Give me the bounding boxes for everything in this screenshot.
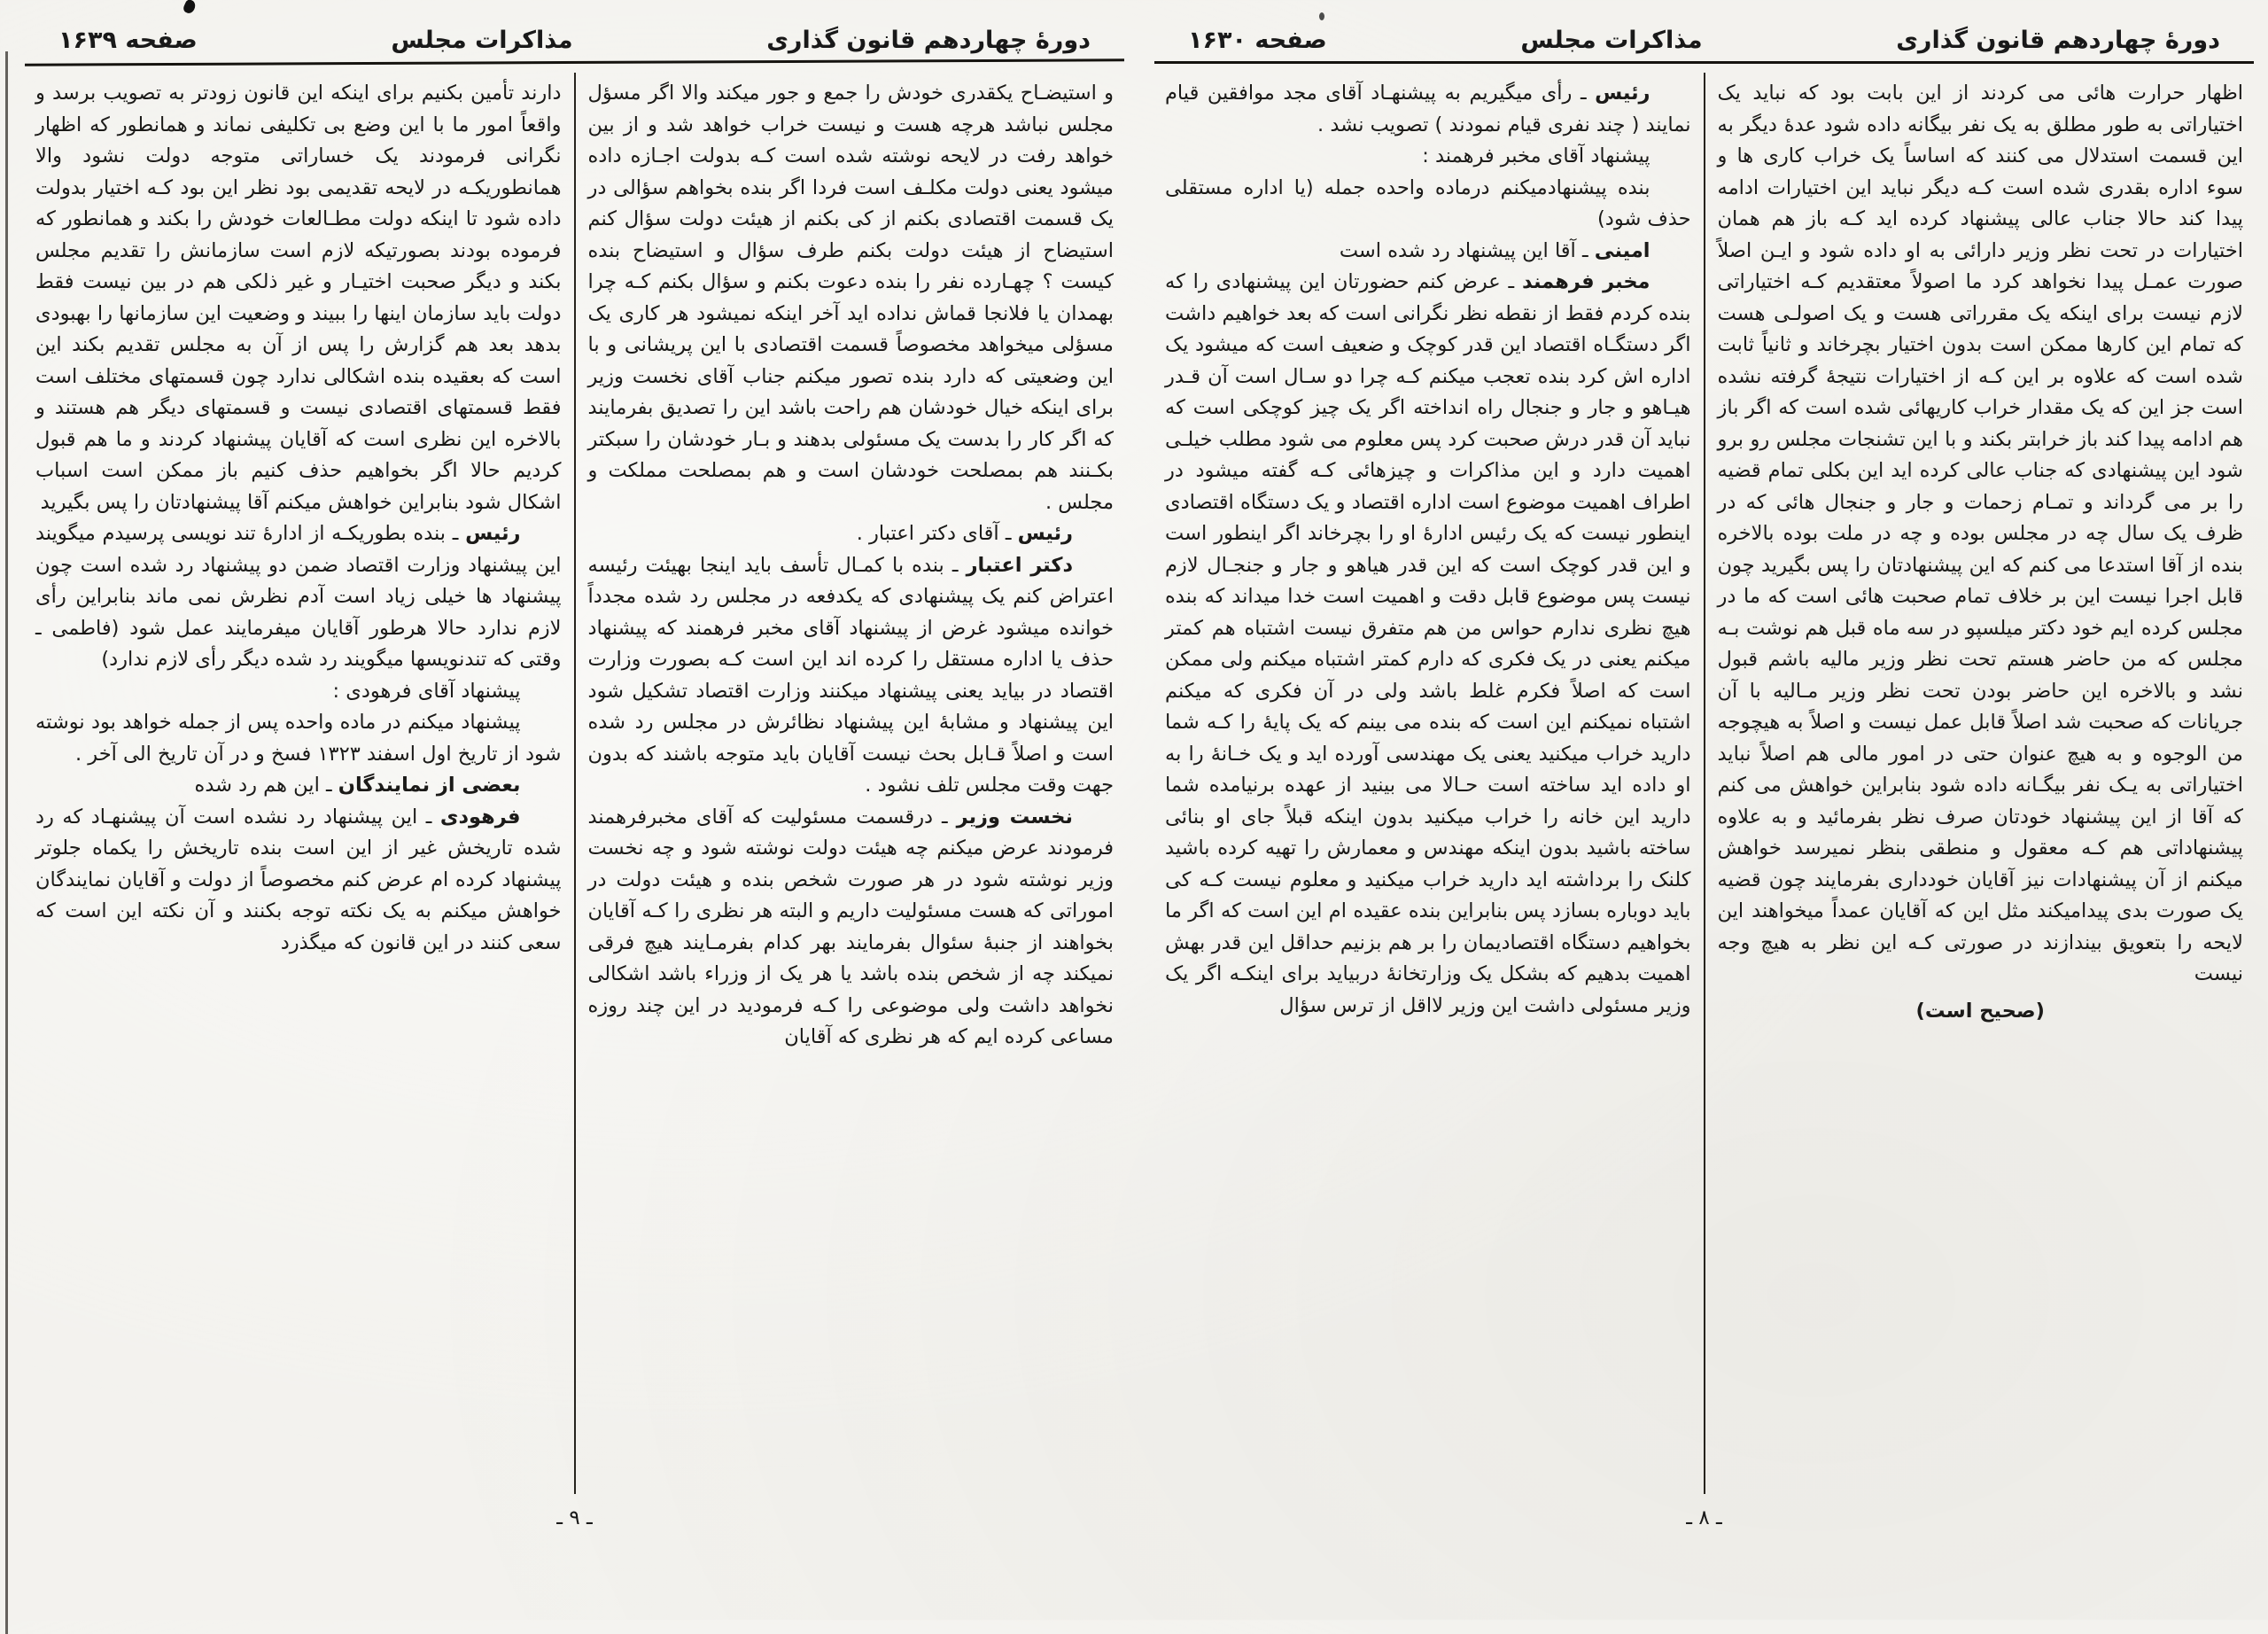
- header-page-number: صفحه ۱۶۳۰: [1188, 27, 1327, 54]
- page-header: [23, 14, 1126, 59]
- paragraph: پیشنهاد میکنم در ماده واحده پس از جمله خواهد بود نوشته شود از تاریخ اول اسفند ۱۳۲۳ فسخ و در آن تاریخ الی آخر .: [35, 711, 562, 766]
- page-header: [1153, 14, 2256, 59]
- speaker-name: نخست وزیر: [956, 805, 1073, 829]
- page-1639: [23, 14, 1126, 1529]
- paragraph: دارند تأمین بکنیم برای اینکه این قانون زودتر به تصویب برسد و واقعاً امور ما با این وضع بی تکلیفی نماند و همانطور که اظهار نگرانی فرمودند یک خساراتی متوجه دولت نشود والا همانطوریکـه در لایحه تقدیمی بود نظر این بود کـه اختیار بدولت داده شود تا اینکه دولت مطـالعات خودش را بکند و همانطور که فرموده بودند بصورتیکه لازم است سازمانش را تقدیم مجلس بکند و دیگر صحبت اختیـار و غیر ذلکی هم در بین نیست فقط دولت باید سازمان اینها را ببیند و وضعیت این سازمانها را بهبودی بدهد بعد هم گزارش را پس از آن به مجلس تقدیم بکند این است که بعقیده بنده اشکالی ندارد چون قسمتهای مختلف است فقط قسمتهای اقتصادی نیست و قسمتهای دیگر هم هستند و بالاخره این نظری است که آقایان پیشنهاد کردند و ما هم قبول کردیم حالا اگر بخواهیم حذف کنیم باز ممکن است اسباب اشکال شود بنابراین خواهش میکنم آقا پیشنهادتان را پس بگیرید: [35, 82, 562, 514]
- paragraph: رئیس ـ بنده بطوریکـه از ادارهٔ تند نویسی پرسیدم میگویند این پیشنهاد وزارت اقتصاد ضمن دو پیشنهاد رد شده است چون پیشنهاد ها خیلی زیاد است آدم نظرش نمی ماند بنابراین رأی لازم ندارد حالا هرطور آقایان میفرمایند عمل شود (فاطمی ـ وقتی که تندنویسها میگویند رد شده دیگر رأی لازم ندارد): [35, 522, 562, 671]
- paragraph: اظهار حرارت هائی می کردند از این بابت بود که نباید یک اختیاراتی به طور مطلق به یک نفر بیگانه داده شود عدهٔ دیگر به این قسمت استدلال می کنند که اساساً یک خراب کاری ها و سوء اداره بقدری شده است کـه دیگر نباید این اختیارات ادامه پیدا کند حالا جناب عالی پیشنهاد کرده اید کـه باز هم همان اختیارات در تحت نظر وزیر دارائی به او داده شود و ایـن اصلاً صورت عمـل پیدا نخواهد کرد ما اصولاً معتقدیم کـه اختیاراتی لازم نیست برای اینکه یک مقرراتی هست و یک اصولـی هست که تمام این کارها ممکن است بدون اختیار بچرخاند و ثانیاً ثابت شده است که علاوه بر این کـه از اختیارات نتیجهٔ گرفته نشده است جز این که یک مقدار خراب کاریهائی شده است که اگر باز هم ادامه پیدا کند باز خرابتر بکند و با این تشنجات مجلس رو برو شود این پیشنهادی که جناب عالی کرده اید این بکلی تمام قضیه را بر می گرداند و تمـام زحمات و جار و جنجال هائی که در ظرف یک سال چه در مجلس بوده و چه در ملت بوده بالاخره بنده از آقا استدعا می کنم که این پیشنهادتان را پس بگیرید چون قابل اجرا نیست این بر خلاف تمام صحبت هائی است که ما در مجلس کرده ایم خود دکتر میلسپو در سه ماه قبل هم نوشت بـه مجلس که من حاضر هستم تحت نظر وزیر مالیه باشم قبول نشد و بالاخره این حاضر بودن تحت نظر وزیر مـالیه با آن جریانات که صحبت شد اصلاً قابل عمل نیست و اصلاً به هیچوجه من الوجوه و به هیچ عنوان حتی در امور مالی هم اصلاً نباید اختیاراتی به یـک نفر بیگـانه داده شود بنابراین خواهش می کنم که آقا از این پیشنهاد خودتان صرف نظر بفرمائید و به علاوه پیشنهاداتی هم کـه معقول و منطقی بنظر نمیرسد خواهش میکنم از آن پیشنهادات نیز آقایان خودداری بفرمایند چون قضیه یک صورت بدی پیدامیکند مثل این که آقایان عمداً میخواهند این لایحه را بتعویق بیندازند در صورتی کـه این نظر به هیچ وجه نیست: [1717, 82, 2243, 985]
- paragraph: رئیس ـ آقای دکتر اعتبار .: [856, 522, 1073, 545]
- column-left: [1153, 73, 1704, 1494]
- header-page-number: صفحه ۱۶۳۹: [58, 27, 198, 54]
- speaker-name: رئیس: [1595, 82, 1651, 105]
- scan-edge-artifact: [5, 51, 8, 1634]
- speaker-name: رئیس: [465, 522, 521, 545]
- header-rule: [1154, 61, 2254, 64]
- speaker-name: بعضی از نمایندگان: [338, 774, 521, 797]
- column-left: [23, 73, 574, 1494]
- paragraph: و استیضـاح یکقدری خودش را جمع و جور میکند والا اگر مسؤل مجلس نباشد هرچه هست و نیست خراب خواهد شد و از بین خواهد رفت در لایحه نوشته شده است کـه بدولت اجـازه داده میشود یعنی دولت مکلـف است فردا اگر بنده بخواهم سؤالی در یک قسمت اقتصادی بکنم از کی بکنم از هیئت دولت سؤال کنم استیضاح از هیئت دولت بکنم طرف سؤال و استیضاح بنده کیست ؟ چهـارده نفر را بنده دعوت بکنم و سؤال بکنم کـه چرا بهمدان یا فلانجا قماش نداده اید آخر اینکه نمیشود هر کاری یک مسؤلی میخواهد مخصوصاً قسمت اقتصادی با این پریشانی و با این وضعیتی که دارد بنده تصور میکنم جناب آقای نخست وزیر برای اینکه خیال خودشان هم راحت باشد این را تصدیق بفرمایند که اگر کار را بدست یک مسئولی بدهند و بـار خودشان را سبکتر بکـنند هم بمصلحت خودشان است و هم بمصلحت مملکت و مجلس .: [587, 82, 1114, 514]
- paragraph: دکتر اعتبار ـ بنده با کمـال تأسف باید اینجا بهیئت رئیسه اعتراض کنم یک پیشنهادی که یکدفعه در مجلس رد شده مجدداً خوانده میشود غرض از پیشنهاد آقای مخبر فرهمند که پیشنهاد حذف یا اداره مستقل را کرده اند این است کـه بصورت وزارت اقتصاد در بیاید یعنی پیشنهاد میکنند وزارت اقتصاد تشکیل شود این پیشنهاد و مشابهٔ این پیشنهاد نظائرش در مجلس رد شده است و اصلاً قـابل بحث نیست آقایان باید متوجه باشند که بدون جهت وقت مجلس تلف نشود .: [587, 553, 1114, 797]
- paragraph: فرهودی ـ این پیشنهاد رد نشده است آن پیشنهـاد که رد شده تاریخش غیر از این است بنده تاریخش را یکماه جلوتر پیشنهاد کرده ام عرض کنم مخصوصاً از دولت و آقایان نمایندگان خواهش میکنم به یک نکته توجه بکنند و آن نکته این است که سعی کنند در این قانون که میگذرد: [35, 805, 562, 954]
- speaker-name: فرهودی: [439, 805, 521, 829]
- paragraph: پیشنهاد آقای فرهودی :: [332, 679, 521, 703]
- paragraph: امینی ـ آقا این پیشنهاد رد شده است: [1339, 238, 1651, 262]
- paragraph: بنده پیشنهادمیکنم درماده واحده جمله (یا اداره مستقلی حذف شود): [1165, 175, 1691, 230]
- paragraph: (صحیح است): [1915, 999, 2045, 1023]
- paragraph: پیشنهاد آقای مخبر فرهمند :: [1422, 144, 1651, 167]
- paragraph: بعضی از نمایندگان ـ این هم رد شده: [194, 774, 521, 797]
- page-1630: [1153, 14, 2256, 1529]
- text-columns: [1153, 73, 2256, 1494]
- paragraph: نخست وزیر ـ درقسمت مسئولیت که آقای مخبرفرهمند فرمودند عرض میکنم چه هیئت دولت نوشته شود و چه نخست وزیر نوشته شود در هر صورت شخص بنده و هیئت دولت در اموراتی که هست مسئولیت داریم و البته هر نظری را کـه آقایان بخواهند از جنبهٔ سئوال بفرمایند بهر کدام بفرمـایند هیچ فرقی نمیکند چه از شخص بنده باشد یا هر یک از وزراء باشد اشکالی نخواهد داشت ولی موضوعی را کـه فرمودید در این چند روزه مساعی کرده ایم که هر نظری که آقایان: [587, 805, 1114, 1048]
- footer-page-number: ـ ۹ ـ: [556, 1506, 593, 1529]
- paragraph: مخبر فرهمند ـ عرض کنم حضورتان این پیشنهادی را که بنده کردم فقط از نقطه نظر نگرانی است که بعد خواهیم داشت اگر دستگـاه اقتصاد این قدر کوچک و ضعیف است که میشود یک اداره اش کرد بنده تعجب میکنم کـه چرا دو سـال است آن قـدر هیـاهو و جار و جنجال راه انداخته اگر یک چیز کوچکی است که نباید آن قدر درش صحبت کرد پس معلوم می شود مطلب خیلـی اهمیت دارد و این مذاکرات و چیزهائی کـه گفته میشود در اطراف اهمیت موضوع است اداره اقتصاد و یک دستگاه اقتصادی اینطور نیست که یک رئیس ادارهٔ او را بچرخاند اگر اینطور است و این قدر کوچک است که این قدر هیاهو و جار و جنجـال لازم نیست پس موضوع قابل دقت و اهمیت است خدا میداند که بنده هیچ نظری ندارم حواس من هم متفرق نیست اشتباه هم کمتر میکنم یعنی در یک فکری که دارم کمتر اشتباه میکنم ولی ممکن است که اصلاً فکرم غلط باشد ولی در آن فکری که میکنم اشتباه نمیکنم این است که بنده می بینم که یک پایهٔ را کـه شما دارید خراب میکنید یعنی یک مهندسی آورده اید و یک خـانهٔ را به او داده اید ساخته است حـالا می بینید از عهده برنیامده شما دارید این خانه را خراب میکنید بدون اینکه قبلاً جای او بنائی ساخته باشید بدون اینکه مهندس و معمارش را تهیه کرده باشید کلنک را برداشته اید دارید خراب میکنید و معلوم نیست کـه کی باید دوباره بسازد پس بنابراین بنده عقیده ام این است که اگر ما بخواهیم دستگاه اقتصادیمان را بر هم بزنیم حداقل این قدر بهش اهمیت بدهیم که بشکل یک وزارتخانهٔ دربیاید برای اینکـه اگر یک وزیر مسئولی داشت این وزیر لااقل از ترس سؤال: [1165, 270, 1691, 1017]
- speaker-name: دکتر اعتبار: [966, 553, 1074, 577]
- header-doc-title: مذاکرات مجلس: [391, 27, 573, 54]
- paragraph: رئیس ـ رأی میگیریم به پیشنهـاد آقای مجد موافقین قیام نمایند ( چند نفری قیام نمودند ) تصویب نشد .: [1165, 82, 1691, 136]
- header-session-title: دورهٔ چهاردهم قانون گذاری: [1896, 27, 2220, 54]
- column-right: [574, 73, 1127, 1494]
- speaker-name: رئیس: [1017, 522, 1073, 545]
- header-rule: [25, 58, 1124, 66]
- speaker-name: مخبر فرهمند: [1522, 270, 1651, 293]
- speaker-name: امینی: [1594, 238, 1651, 262]
- footer-page-number: ـ ۸ ـ: [1686, 1506, 1722, 1529]
- column-right: [1704, 73, 2256, 1494]
- header-session-title: دورهٔ چهاردهم قانون گذاری: [766, 27, 1091, 54]
- header-doc-title: مذاکرات مجلس: [1520, 27, 1703, 54]
- text-columns: [23, 73, 1126, 1494]
